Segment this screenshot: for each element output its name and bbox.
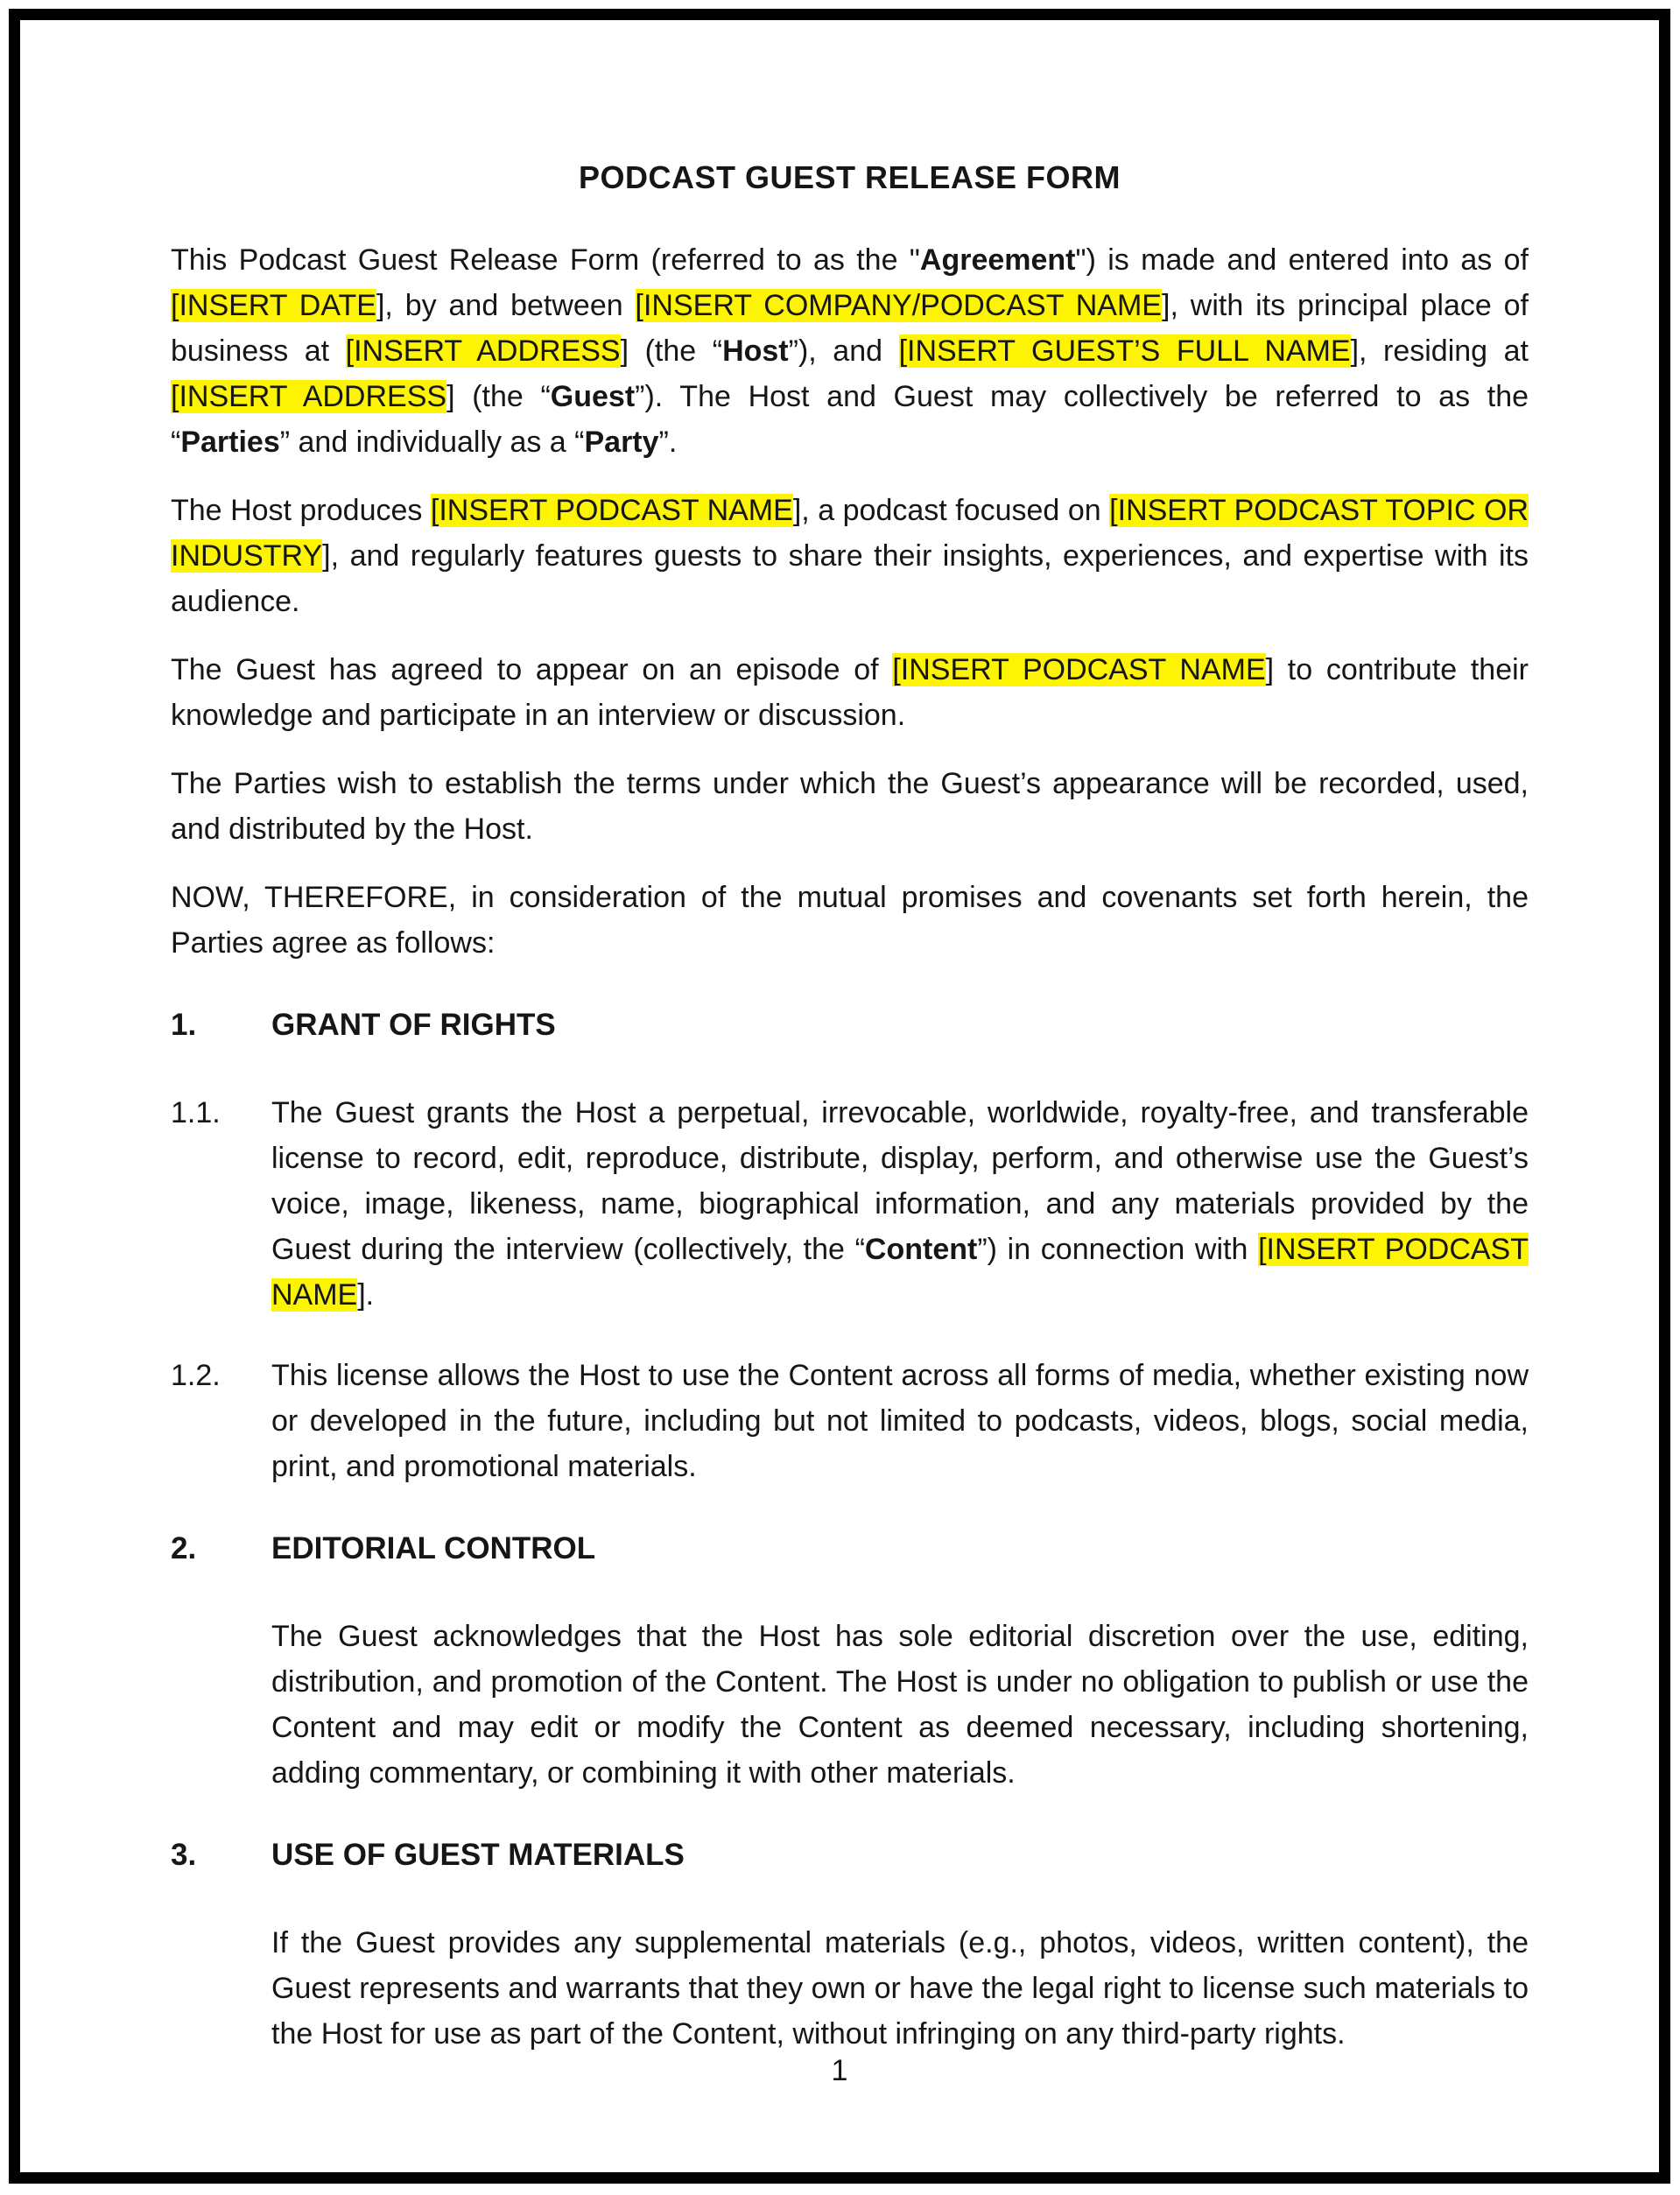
text-segment: ] (the “: [446, 380, 551, 413]
text-segment: The Guest acknowledges that the Host has sole editorial discretion over the use, editing, distribution, and promotion of the Content. The Host is under no obligation to publish or use the Content and may edit or modify the Content as deemed necessary, including shortening, adding commentary, or combining it with other materials.: [271, 1620, 1529, 1790]
numbered-clause: [171, 1090, 1529, 1318]
text-segment: ") is made and entered into as of: [1075, 243, 1529, 277]
section-heading-text: USE OF GUEST MATERIALS: [271, 1838, 685, 1872]
paragraph: [171, 647, 1529, 738]
text-segment: If the Guest provides any supplemental materials (e.g., photos, videos, written content), the Guest represents and warrants that they own or have the legal right to license such materials to the Host for use as part of the Content, without infringing on any third-party rights.: [271, 1926, 1529, 2051]
text-segment: This Podcast Guest Release Form (referred to as the ": [171, 243, 920, 277]
placeholder-highlight: [INSERT ADDRESS: [345, 334, 621, 368]
clause-text: [271, 1090, 1529, 1318]
text-segment: ], residing at: [1350, 334, 1529, 368]
clause-number: 1.1.: [171, 1096, 221, 1129]
defined-term: Agreement: [919, 243, 1076, 277]
section-heading: [171, 1006, 1529, 1045]
text-segment: ], a podcast focused on: [792, 494, 1110, 527]
paragraph: [171, 488, 1529, 624]
paragraph: [171, 761, 1529, 852]
placeholder-highlight: [INSERT GUEST’S FULL NAME: [898, 334, 1351, 368]
document-title: PODCAST GUEST RELEASE FORM: [578, 159, 1121, 195]
text-segment: ], by and between: [376, 289, 636, 322]
text-segment: ”), and: [788, 334, 899, 368]
defined-term: Guest: [550, 380, 636, 413]
text-segment: ”) in connection with: [977, 1233, 1259, 1266]
defined-term: Content: [864, 1233, 978, 1266]
placeholder-highlight: [INSERT PODCAST NAME: [271, 1233, 1529, 1312]
placeholder-highlight: [INSERT DATE: [171, 289, 376, 322]
text-segment: ”). The Host and Guest may collectively be referred to as the “: [171, 380, 1529, 459]
placeholder-highlight: [INSERT PODCAST NAME: [892, 653, 1266, 686]
text-segment: ], and regularly features guests to share their insights, experiences, and expertise with its audience.: [171, 539, 1529, 618]
placeholder-highlight: [INSERT PODCAST TOPIC OR INDUSTRY: [171, 494, 1529, 573]
text-segment: ], with its principal place of business at: [171, 289, 1529, 368]
clause-text: [271, 1353, 1529, 1489]
text-segment: ] to contribute their knowledge and participate in an interview or discussion.: [171, 653, 1529, 732]
section-number: 1.: [171, 1008, 197, 1042]
text-segment: This license allows the Host to use the Content across all forms of media, whether existing now or developed in the future, including but not limited to podcasts, videos, blogs, social media, print, and promotional materials.: [271, 1359, 1529, 1483]
placeholder-highlight: [INSERT ADDRESS: [171, 380, 447, 413]
text-segment: The Parties wish to establish the terms under which the Guest’s appearance will be recorded, used, and distributed by the Host.: [171, 767, 1529, 846]
placeholder-highlight: [INSERT COMPANY/PODCAST NAME: [635, 289, 1162, 322]
text-segment: ] (the “: [620, 334, 723, 368]
section-heading: [171, 1530, 1529, 1568]
text-segment: NOW, THEREFORE, in consideration of the mutual promises and covenants set forth herein, the Parties agree as follows:: [171, 881, 1529, 960]
text-segment: ].: [357, 1278, 375, 1312]
numbered-clause: [171, 1353, 1529, 1489]
section-heading-text: EDITORIAL CONTROL: [271, 1531, 596, 1565]
document-body: [171, 237, 1529, 2057]
section-heading: [171, 1836, 1529, 1875]
text-segment: ” and individually as a “: [279, 426, 585, 459]
document-content: [20, 20, 1659, 2172]
defined-term: Parties: [180, 426, 280, 459]
document-page: [9, 9, 1670, 2184]
paragraph: [171, 237, 1529, 465]
paragraph: [271, 1614, 1529, 1796]
text-segment: The Guest has agreed to appear on an episode of: [171, 653, 893, 686]
paragraph: [171, 875, 1529, 966]
page-number: 1: [831, 2054, 848, 2087]
section-number: 2.: [171, 1531, 197, 1565]
text-segment: ”.: [658, 426, 678, 459]
section-heading-text: GRANT OF RIGHTS: [271, 1008, 556, 1042]
clause-number: 1.2.: [171, 1359, 221, 1392]
paragraph: [271, 1920, 1529, 2057]
text-segment: The Host produces: [171, 494, 431, 527]
placeholder-highlight: [INSERT PODCAST NAME: [430, 494, 793, 527]
text-segment: The Guest grants the Host a perpetual, irrevocable, worldwide, royalty-free, and transferable license to record, edit, reproduce, distribute, display, perform, and otherwise use the Guest’s voice, image, likeness, name, biographical information, and any materials provided by the Guest during the interview (collectively, the “: [271, 1096, 1529, 1266]
section-number: 3.: [171, 1838, 197, 1872]
defined-term: Host: [722, 334, 789, 368]
defined-term: Party: [584, 426, 659, 459]
